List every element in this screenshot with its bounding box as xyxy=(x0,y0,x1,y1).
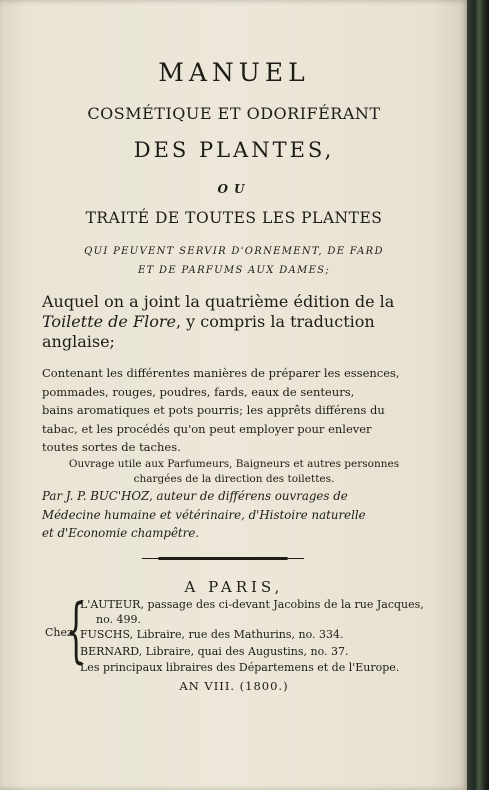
paragraph-contenant xyxy=(42,364,402,457)
para2-line-2: pommades, rouges, poudres, fards, eaux de senteurs, xyxy=(42,384,355,399)
subtitle-line-2: ET DE PARFUMS AUX DAMES; xyxy=(138,265,330,276)
para2-line-5: toutes sortes de taches. xyxy=(42,440,181,455)
imprint-year: AN VIII. (1800.) xyxy=(179,679,289,693)
imprint-address-4: Les principaux libraires des Départemens et de l'Europe. xyxy=(80,661,400,674)
title-manuel: MANUEL xyxy=(158,58,310,87)
author-line-3: et d'Economie champêtre. xyxy=(42,526,200,540)
imprint-address-1: L'AUTEUR, passage des ci-devant Jacobins de la rue Jacques, xyxy=(80,598,424,611)
para1-line-2-rest: , y compris la traduction xyxy=(175,312,375,331)
imprint-address-2: FUSCHS, Libraire, rue des Mathurins, no. 334. xyxy=(80,628,344,641)
title-cosmetique: COSMÉTIQUE ET ODORIFÉRANT xyxy=(87,104,381,123)
author-line-1: Par J. P. BUC'HOZ, auteur de différens ouvrages de xyxy=(42,489,348,503)
book-binding xyxy=(467,0,489,790)
para2-line-3: bains aromatiques et pots pourris; les apprêts différens du xyxy=(42,403,385,418)
ouvrage-line-1: Ouvrage utile aux Parfumeurs, Baigneurs et autres personnes xyxy=(68,458,400,470)
brace-icon: { xyxy=(66,589,87,671)
subtitle-line-1: QUI PEUVENT SERVIR D'ORNEMENT, DE FARD xyxy=(84,246,384,257)
para2-line-4: tabac, et les procédés qu'on peut employer pour enlever xyxy=(42,421,372,436)
title-des-plantes: DES PLANTES, xyxy=(133,138,335,162)
author-line-2: Médecine humaine et vétérinaire, d'Histoire naturelle xyxy=(42,507,366,522)
imprint-address-1-number: no. 499. xyxy=(96,613,141,626)
imprint-city: A PARIS, xyxy=(184,578,284,596)
para1-line-1: Auquel on a joint la quatrième édition de la xyxy=(42,292,395,311)
para2-line-1: Contenant les différentes manières de préparer les essences, xyxy=(42,366,400,380)
ornamental-rule xyxy=(158,557,288,560)
author-block xyxy=(42,487,366,543)
imprint-chez: Chez xyxy=(45,626,73,639)
ouvrage-line-2: chargées de la direction des toilettes. xyxy=(133,473,335,485)
paragraph-auquel xyxy=(42,292,402,352)
title-ou: OU xyxy=(217,182,251,196)
toilette-de-flore: Toilette de Flore xyxy=(42,312,176,331)
title-traite: TRAITÉ DE TOUTES LES PLANTES xyxy=(85,209,383,227)
para1-line-2 xyxy=(42,312,402,332)
para1-line-3: anglaise; xyxy=(42,332,115,351)
imprint-address-3: BERNARD, Libraire, quai des Augustins, no. 37. xyxy=(80,645,349,658)
